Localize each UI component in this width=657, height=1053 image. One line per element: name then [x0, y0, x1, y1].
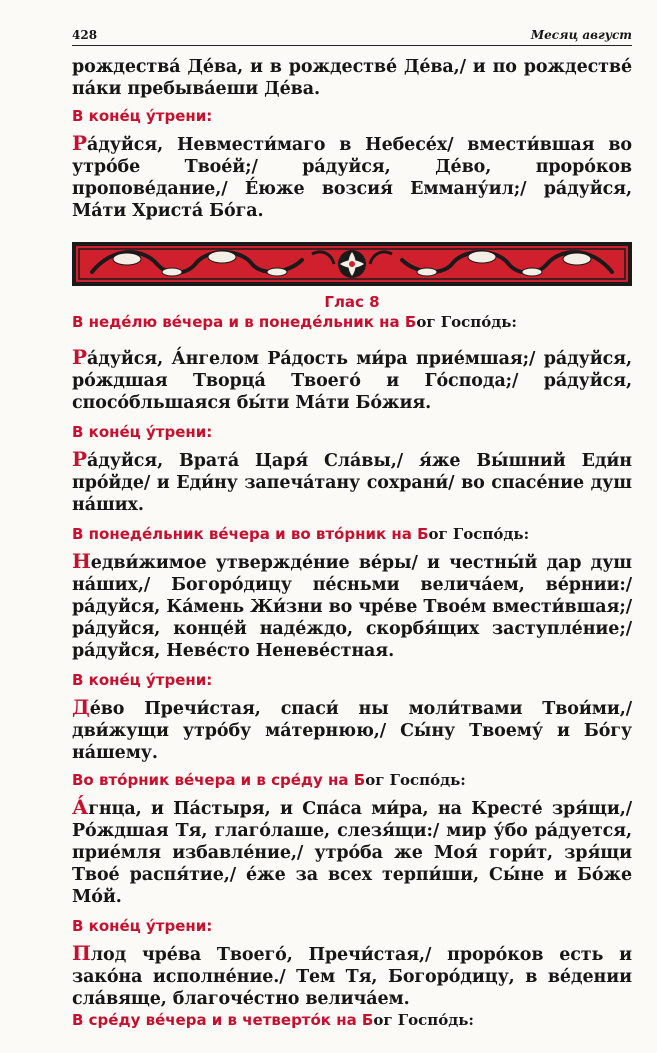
- drop-initial: Р: [72, 345, 87, 369]
- text-paragraph: Ра́дуйся, А́нгелом Ра́дость ми́ра прие́мшая;/ ра́дуйся, ро́ждшая Творца́ Твоего́ и Го́спода;/ ра́дуйся, спосо́бльшаяся бы́ти Ма́ти Бо́жия.: [72, 345, 632, 413]
- rubric: В коне́ц у́трени:: [72, 423, 213, 441]
- rubric: В коне́ц у́трени:: [72, 107, 213, 125]
- running-header: [72, 28, 632, 46]
- tone-heading: Глас 8: [324, 293, 380, 311]
- drop-initial: А́: [72, 795, 89, 819]
- text-paragraph: Ра́дуйся, Невмести́маго в Небесе́х/ вмести́вшая во утро́бе Твое́й;/ ра́дуйся, Де́во, проро́ков пропове́дание,/ Е́юже возсия́ Емману́ил;/ ра́дуйся, Ма́ти Христа́ Бо́га.: [72, 131, 632, 221]
- text-paragraph: А́гнца, и Па́стыря, и Спа́са ми́ра, на Кресте́ зря́щи,/ Ро́ждшая Тя, глаго́лаше, слезя́щи:/ мир у́бо ра́дуется, прие́мля избавле́ние,/ утро́ба же Моя́ гори́т, зря́щи Твое́ распя́тие,/ е́же за всех терпи́ши, Сы́не и Бо́же Мо́й.: [72, 795, 632, 907]
- rubric: В понеде́льник ве́чера и во вто́рник на Бог Госпо́дь:: [72, 525, 530, 543]
- drop-initial: Д: [72, 695, 90, 719]
- text-paragraph: Ра́дуйся, Врата́ Царя́ Сла́вы,/ я́же Вы́шний Еди́н про́йде/ и Еди́ну запеча́тану сохрани́/ во спасе́ние душ на́ших.: [72, 447, 632, 515]
- drop-initial: Р: [72, 131, 87, 155]
- rubric: В коне́ц у́трени:: [72, 917, 213, 935]
- text-paragraph: Плод чре́ва Твоего́, Пречи́стая,/ проро́ков есть и зако́на исполне́ние./ Тем Тя, Богоро́дицу, в ве́дении сла́вяще, благоче́стно велича́ем.: [72, 941, 632, 1009]
- rubric: В сре́ду ве́чера и в четверто́к на Бог Госпо́дь:: [72, 1011, 474, 1029]
- drop-initial: П: [72, 941, 91, 965]
- text-paragraph: рождества́ Де́ва, и в рождестве́ Де́ва,/ и по рождестве́ па́ки пребыва́еши Де́ва.: [72, 57, 632, 99]
- rubric: В неде́лю ве́чера и в понеде́льник на Бог Госпо́дь:: [72, 313, 517, 331]
- page-number: 428: [72, 28, 98, 42]
- drop-initial: Н: [72, 549, 91, 573]
- text-paragraph: Недви́жимое утвержде́ние ве́ры/ и честны́й дар душ на́ших,/ Богоро́дицу пе́сньми велича́ем, ве́рнии:/ ра́дуйся, Ка́мень Жи́зни во чре́ве Твое́м вмести́вшая;/ ра́дуйся, конце́й наде́ждо, скорбя́щих заступле́ние;/ ра́дуйся, Неве́сто Неневе́стная.: [72, 549, 632, 661]
- rubric: В коне́ц у́трени:: [72, 671, 213, 689]
- page: [72, 28, 632, 1030]
- floral-scroll-icon: [72, 242, 632, 286]
- rubric: Во вто́рник ве́чера и в сре́ду на Бог Госпо́дь:: [72, 771, 466, 789]
- running-title: Месяц август: [530, 28, 632, 42]
- text-paragraph: Де́во Пречи́стая, спаси́ ны моли́твами Твои́ми,/ дви́жущи утро́бу ма́тернюю,/ Сы́ну Твоему́ и Бо́гу на́шему.: [72, 695, 632, 763]
- drop-initial: Р: [72, 447, 87, 471]
